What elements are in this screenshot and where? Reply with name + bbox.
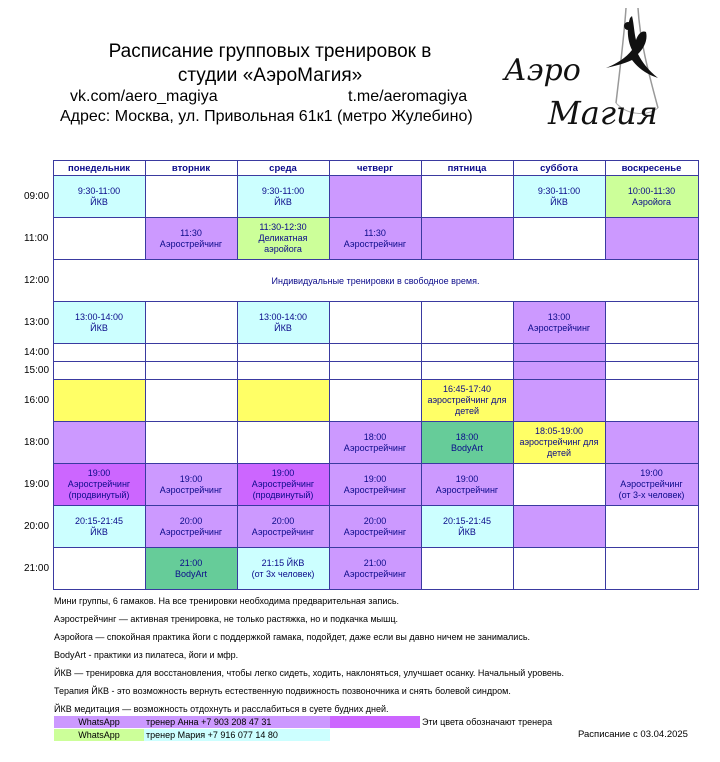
slot-text: детей bbox=[546, 448, 571, 458]
slot-text: BodyArt bbox=[450, 442, 483, 453]
slot-sunday bbox=[605, 380, 698, 422]
vk-link[interactable]: vk.com/aero_magiya bbox=[70, 88, 218, 105]
slot-wednesday bbox=[237, 548, 329, 590]
slot-tuesday bbox=[145, 464, 237, 506]
slot-sunday bbox=[605, 362, 698, 380]
slot-tuesday bbox=[145, 380, 237, 422]
slot-saturday bbox=[513, 464, 605, 506]
slot-text: ЙКВ bbox=[90, 196, 108, 207]
slot-text: Аэрострейчинг bbox=[343, 442, 407, 453]
note-mini-groups: Мини группы, 6 гамаков. На все тренировки необходима предварительная запись. bbox=[54, 596, 400, 606]
slot-thursday bbox=[329, 302, 421, 344]
slot-saturday bbox=[513, 380, 605, 422]
slot-text: Аэрострейчинг bbox=[159, 484, 223, 495]
note-aerostretching: Аэрострейчинг — активная тренировка, не только растяжка, но и подкачка мышц. bbox=[54, 614, 399, 624]
slot-sunday bbox=[605, 506, 698, 548]
slot-saturday bbox=[513, 422, 605, 464]
slot-text: Деликатная bbox=[258, 233, 308, 243]
time-label: 09:00 bbox=[24, 191, 50, 202]
slot-friday bbox=[421, 176, 513, 218]
slot-text: 20:15-21:45 bbox=[442, 515, 492, 526]
row-2000 bbox=[20, 506, 698, 548]
slot-text: Аэрострейчинг bbox=[435, 484, 499, 495]
slot-thursday bbox=[329, 548, 421, 590]
slot-text: 9:30-11:00 bbox=[77, 185, 121, 196]
slot-text: (от 3-х человек) bbox=[618, 490, 685, 500]
slot-text: 19:00 bbox=[87, 468, 111, 478]
day-monday: понедельник bbox=[53, 161, 145, 176]
slot-text: 13:00 bbox=[547, 311, 571, 322]
slot-friday bbox=[421, 218, 513, 260]
slot-tuesday bbox=[145, 218, 237, 260]
slot-sunday bbox=[605, 218, 698, 260]
slot-text: 19:00 bbox=[455, 473, 479, 484]
slot-text: 20:15-21:45 bbox=[74, 515, 124, 526]
slot-text: Аэрострейчинг bbox=[251, 526, 315, 537]
slot-wednesday bbox=[237, 464, 329, 506]
time-label: 21:00 bbox=[24, 563, 50, 574]
slot-text: Аэрострейчинг bbox=[251, 479, 315, 489]
slot-wednesday bbox=[237, 218, 329, 260]
slot-wednesday bbox=[237, 422, 329, 464]
row-1300 bbox=[20, 302, 698, 344]
slot-text: 19:00 bbox=[179, 473, 203, 484]
slot-saturday bbox=[513, 344, 605, 362]
time-label: 13:00 bbox=[24, 317, 50, 328]
slot-sunday bbox=[605, 344, 698, 362]
schedule-table bbox=[20, 160, 699, 590]
slot-text: 20:00 bbox=[271, 515, 295, 526]
note-bodyart: BodyArt - практики из пилатеса, йоги и мфр. bbox=[54, 650, 239, 660]
slot-sunday bbox=[605, 548, 698, 590]
slot-friday bbox=[421, 362, 513, 380]
slot-text: ЙКВ bbox=[458, 526, 476, 537]
slot-text: Аэрострейчинг bbox=[159, 238, 223, 249]
slot-friday bbox=[421, 464, 513, 506]
slot-sunday bbox=[605, 176, 698, 218]
slot-friday bbox=[421, 506, 513, 548]
slot-wednesday bbox=[237, 344, 329, 362]
trainer-colors-note: Эти цвета обозначают тренера bbox=[422, 717, 553, 727]
slot-monday bbox=[53, 176, 145, 218]
slot-text: 19:00 bbox=[363, 473, 387, 484]
slot-text: 18:05-19:00 bbox=[534, 426, 584, 436]
day-sunday: воскресенье bbox=[605, 161, 698, 176]
slot-text: (от 3х человек) bbox=[251, 568, 315, 579]
row-1500 bbox=[20, 362, 698, 380]
slot-text: (продвинутый) bbox=[68, 490, 130, 500]
slot-text: 16:45-17:40 bbox=[442, 384, 492, 394]
slot-friday bbox=[421, 422, 513, 464]
slot-monday bbox=[53, 302, 145, 344]
slot-text: 18:00 bbox=[363, 431, 387, 442]
row-1600 bbox=[20, 380, 698, 422]
slot-thursday bbox=[329, 344, 421, 362]
slot-text: 11:30 bbox=[364, 227, 386, 238]
telegram-link[interactable]: t.me/aeromagiya bbox=[348, 88, 468, 105]
slot-text: 13:00-14:00 bbox=[258, 311, 308, 322]
slot-text: ЙКВ bbox=[274, 322, 292, 333]
slot-text: 21:00 bbox=[363, 557, 387, 568]
note-ykv-meditation: ЙКВ медитация — возможность отдохнуть и расслабиться в суете будних дней. bbox=[54, 704, 389, 714]
day-wednesday: среда bbox=[237, 161, 329, 176]
slot-text: аэрострейчинг для bbox=[427, 395, 507, 405]
slot-text: Аэрострейчинг bbox=[159, 526, 223, 537]
title-line-2: студии «АэроМагия» bbox=[177, 65, 363, 86]
slot-saturday bbox=[513, 218, 605, 260]
slot-text: аэрострейчинг для bbox=[519, 437, 599, 447]
slot-monday bbox=[53, 506, 145, 548]
slot-text: Аэрострейчинг bbox=[67, 479, 131, 489]
slot-saturday bbox=[513, 506, 605, 548]
slot-text: 10:00-11:30 bbox=[627, 185, 676, 196]
slot-thursday bbox=[329, 506, 421, 548]
slot-text: Аэрострейчинг bbox=[343, 484, 407, 495]
slot-tuesday bbox=[145, 344, 237, 362]
slot-text: 9:30-11:00 bbox=[261, 185, 305, 196]
note-ykv-therapy: Терапия ЙКВ - это возможность вернуть естественную подвижность позвоночника и снять болевой синдром. bbox=[54, 686, 511, 696]
slot-tuesday bbox=[145, 506, 237, 548]
slot-friday bbox=[421, 380, 513, 422]
note-ykv: ЙКВ — тренировка для восстановления, чтобы легко сидеть, ходить, наклоняться, улучшает осанку. Начальный уровень. bbox=[54, 668, 565, 678]
slot-text: 9:30-11:00 bbox=[537, 185, 581, 196]
note-aeroyoga: Аэройога — спокойная практика йоги с поддержкой гамака, подойдет, даже если вы давно ничем не занимались. bbox=[54, 632, 531, 642]
trainer-anna-contact: тренер Анна +7 903 208 47 31 bbox=[144, 716, 330, 728]
slot-text: 21:00 bbox=[179, 557, 203, 568]
slot-sunday bbox=[605, 302, 698, 344]
slot-wednesday bbox=[237, 302, 329, 344]
whatsapp-button-maria[interactable]: WhatsApp bbox=[54, 729, 144, 741]
slot-monday bbox=[53, 464, 145, 506]
slot-text: 11:30 bbox=[180, 227, 202, 238]
title-line-1: Расписание групповых тренировок в bbox=[108, 41, 432, 62]
slot-sunday bbox=[605, 422, 698, 464]
slot-text: 18:00 bbox=[455, 431, 479, 442]
time-label: 20:00 bbox=[24, 521, 50, 532]
time-label: 19:00 bbox=[24, 479, 50, 490]
day-saturday: суббота bbox=[513, 161, 605, 176]
slot-text: Аэройога bbox=[632, 196, 671, 207]
slot-text: 20:00 bbox=[363, 515, 387, 526]
row-1100 bbox=[20, 218, 698, 260]
slot-text: 20:00 bbox=[179, 515, 203, 526]
slot-sunday bbox=[605, 464, 698, 506]
slot-tuesday bbox=[145, 362, 237, 380]
row-2100 bbox=[20, 548, 698, 590]
slot-saturday bbox=[513, 176, 605, 218]
logo-text-aero: Аэро bbox=[504, 53, 581, 88]
slot-tuesday bbox=[145, 422, 237, 464]
time-label: 14:00 bbox=[24, 347, 50, 358]
slot-monday bbox=[53, 380, 145, 422]
slot-monday bbox=[53, 422, 145, 464]
slot-text: детей bbox=[454, 406, 479, 416]
slot-tuesday bbox=[145, 302, 237, 344]
row-1400 bbox=[20, 344, 698, 362]
trainer-maria-contact: тренер Мария +7 916 077 14 80 bbox=[144, 729, 330, 741]
individual-training-cell: Индивидуальные тренировки в свободное время. bbox=[53, 260, 698, 302]
slot-text: ЙКВ bbox=[90, 322, 108, 333]
slot-thursday bbox=[329, 176, 421, 218]
slot-saturday bbox=[513, 302, 605, 344]
row-0900 bbox=[20, 176, 698, 218]
slot-text: аэройога bbox=[264, 244, 302, 254]
day-thursday: четверг bbox=[329, 161, 421, 176]
slot-text: Аэрострейчинг bbox=[527, 322, 591, 333]
slot-friday bbox=[421, 302, 513, 344]
slot-thursday bbox=[329, 422, 421, 464]
slot-wednesday bbox=[237, 362, 329, 380]
row-1200 bbox=[20, 260, 698, 302]
slot-wednesday bbox=[237, 506, 329, 548]
slot-saturday bbox=[513, 362, 605, 380]
slot-text: (продвинутый) bbox=[252, 490, 314, 500]
studio-address: Адрес: Москва, ул. Привольная 61к1 (метро Жулебино) bbox=[60, 108, 473, 125]
schedule-effective-date: Расписание с 03.04.2025 bbox=[578, 729, 688, 740]
slot-thursday bbox=[329, 218, 421, 260]
slot-tuesday bbox=[145, 548, 237, 590]
slot-friday bbox=[421, 344, 513, 362]
slot-text: Аэрострейчинг bbox=[343, 238, 407, 249]
slot-monday bbox=[53, 362, 145, 380]
day-friday: пятница bbox=[421, 161, 513, 176]
slot-text: ЙКВ bbox=[90, 526, 108, 537]
slot-text: 11:30-12:30 bbox=[259, 222, 307, 232]
corner-cell bbox=[20, 161, 53, 176]
slot-text: ЙКВ bbox=[274, 196, 292, 207]
time-label: 11:00 bbox=[24, 233, 49, 244]
slot-tuesday bbox=[145, 176, 237, 218]
slot-thursday bbox=[329, 362, 421, 380]
slot-saturday bbox=[513, 548, 605, 590]
slot-text: ЙКВ bbox=[550, 196, 568, 207]
whatsapp-button-anna[interactable]: WhatsApp bbox=[54, 716, 144, 728]
slot-thursday bbox=[329, 380, 421, 422]
time-label: 15:00 bbox=[24, 365, 50, 376]
day-header-row bbox=[20, 161, 698, 176]
slot-monday bbox=[53, 218, 145, 260]
slot-wednesday bbox=[237, 176, 329, 218]
slot-monday bbox=[53, 344, 145, 362]
aeromagiya-logo bbox=[498, 8, 698, 133]
slot-text: Аэрострейчинг bbox=[343, 568, 407, 579]
slot-text: 13:00-14:00 bbox=[74, 311, 124, 322]
day-tuesday: вторник bbox=[145, 161, 237, 176]
slot-text: Аэрострейчинг bbox=[343, 526, 407, 537]
slot-text: 21:15 ЙКВ bbox=[261, 557, 305, 568]
slot-thursday bbox=[329, 464, 421, 506]
time-label: 18:00 bbox=[24, 437, 50, 448]
slot-text: 19:00 bbox=[640, 468, 663, 478]
slot-text: BodyArt bbox=[174, 568, 207, 579]
trainer-anna-color-swatch bbox=[330, 716, 420, 728]
slot-text: Аэрострейчинг bbox=[620, 479, 683, 489]
time-label: 12:00 bbox=[24, 275, 50, 286]
logo-text-magiya: Магия bbox=[548, 94, 658, 132]
row-1800 bbox=[20, 422, 698, 464]
slot-wednesday bbox=[237, 380, 329, 422]
slot-friday bbox=[421, 548, 513, 590]
time-label: 16:00 bbox=[24, 395, 50, 406]
slot-monday bbox=[53, 548, 145, 590]
row-1900 bbox=[20, 464, 698, 506]
slot-text: 19:00 bbox=[271, 468, 295, 478]
